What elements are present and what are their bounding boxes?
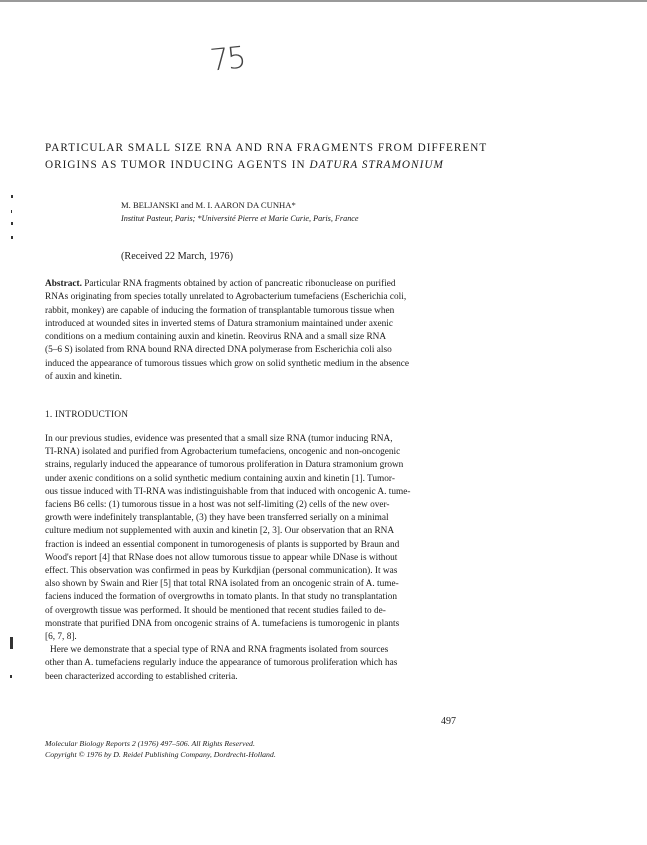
- title-species: DATURA STRAMONIUM: [309, 159, 444, 171]
- abstract-line: introduced at wounded sites in inverted stems of Datura stramonium maintained under axenic: [45, 318, 394, 329]
- title-line-1: PARTICULAR SMALL SIZE RNA AND RNA FRAGMENTS FROM DIFFERENT: [45, 142, 488, 154]
- footer-copyright: Copyright © 1976 by D. Reidel Publishing Company, Dordrecht-Holland.: [45, 750, 276, 759]
- intro-line: ous tissue induced with TI-RNA was indistinguishable from that induced with oncogenic A. tume-: [45, 486, 411, 497]
- scan-speck: [11, 236, 13, 239]
- intro-line: monstrate that purified DNA from oncogenic strains of A. tumefaciens is tumorogenic in plants: [45, 618, 400, 629]
- intro-line: effect. This observation was confirmed in peas by Kurkdjian (personal communication). It was: [45, 566, 398, 577]
- page-number: 497: [441, 716, 456, 727]
- abstract-line: of auxin and kinetin.: [45, 372, 122, 383]
- footer-citation: Molecular Biology Reports 2 (1976) 497–506. All Rights Reserved.: [45, 739, 255, 748]
- intro-line: other than A. tumefaciens regularly induce the appearance of tumorous proliferation which has: [45, 658, 398, 669]
- scan-speck: [10, 675, 12, 678]
- intro-line: also shown by Swain and Rier [5] that total RNA isolated from an oncogenic strain of A. tume-: [45, 579, 399, 590]
- title-line-2-text: ORIGINS AS TUMOR INDUCING AGENTS IN: [45, 159, 310, 171]
- intro-line: faciens B6 cells: (1) tumorous tissue in a host was not self-limiting (2) cells of the new over-: [45, 500, 390, 511]
- title-line-2: [45, 157, 485, 174]
- abstract-line: RNAs originating from species totally unrelated to Agrobacterium tumefaciens (Escherichia coli,: [45, 292, 407, 303]
- intro-line: fraction is indeed an essential component in tumorogenesis of plants is supported by Braun and: [45, 539, 400, 550]
- section-heading-introduction: 1. INTRODUCTION: [45, 410, 129, 420]
- intro-line: TI-RNA) isolated and purified from Agrobacterium tumefaciens, oncogenic and non-oncogenic: [45, 447, 401, 458]
- intro-line: been characterized according to established criteria.: [45, 671, 238, 682]
- abstract: [45, 278, 470, 384]
- abstract-line: [45, 278, 470, 291]
- scan-speck: [11, 210, 12, 213]
- author-names: M. BELJANSKI and M. I. AARON DA CUNHA*: [121, 200, 296, 210]
- received-date: (Received 22 March, 1976): [121, 251, 234, 262]
- authors-block: [121, 199, 521, 225]
- scan-speck: [11, 222, 13, 225]
- paper-title: [45, 140, 488, 174]
- abstract-line: induced the appearance of tumorous tissues which grow on solid synthetic medium in the absence: [45, 358, 410, 369]
- intro-line: strains, regularly induced the appearance of tumorous proliferation in Datura stramonium grown: [45, 460, 404, 471]
- handwritten-page-number: 75: [208, 40, 246, 79]
- abstract-line: rabbit, monkey) are capable of inducing the formation of transplantable tumorous tissue when: [45, 305, 395, 316]
- abstract-line-text: Particular RNA fragments obtained by action of pancreatic ribonuclease on purified: [81, 279, 396, 289]
- scan-speck: [10, 637, 13, 649]
- intro-line: [6, 7, 8].: [45, 632, 77, 643]
- journal-footer: [45, 738, 445, 760]
- introduction-body: [45, 433, 470, 684]
- intro-line: under axenic conditions on a solid synthetic medium containing auxin and kinetin [1]. Tumor-: [45, 473, 395, 484]
- abstract-label: Abstract.: [45, 279, 82, 289]
- scan-top-edge: [0, 0, 647, 2]
- abstract-line: conditions on a medium containing auxin and kinetin. Reovirus RNA and a small size RNA: [45, 332, 387, 343]
- intro-line: faciens induced the formation of overgrowths in tomato plants. In that study no transplantation: [45, 592, 398, 603]
- intro-line: Here we demonstrate that a special type of RNA and RNA fragments isolated from sources: [50, 645, 389, 656]
- intro-line: of overgrowth tissue was performed. It should be mentioned that recent studies failed to de-: [45, 605, 386, 616]
- intro-line: culture medium not supplemented with auxin and kinetin [2, 3]. Our observation that an RNA: [45, 526, 395, 537]
- intro-line: growth were indefinitely transplantable, (3) they have been transferred serially on a minimal: [45, 513, 389, 524]
- abstract-line: (5–6 S) isolated from RNA bound RNA directed DNA polymerase from Escherichia coli also: [45, 345, 392, 356]
- author-affiliation: Institut Pasteur, Paris; *Université Pierre et Marie Curie, Paris, France: [121, 214, 359, 223]
- intro-line: In our previous studies, evidence was presented that a small size RNA (tumor inducing RNA,: [45, 434, 393, 444]
- scan-speck: [11, 195, 13, 198]
- intro-line: Wood's report [4] that RNase does not allow tumorous tissue to appear while DNase is without: [45, 552, 398, 563]
